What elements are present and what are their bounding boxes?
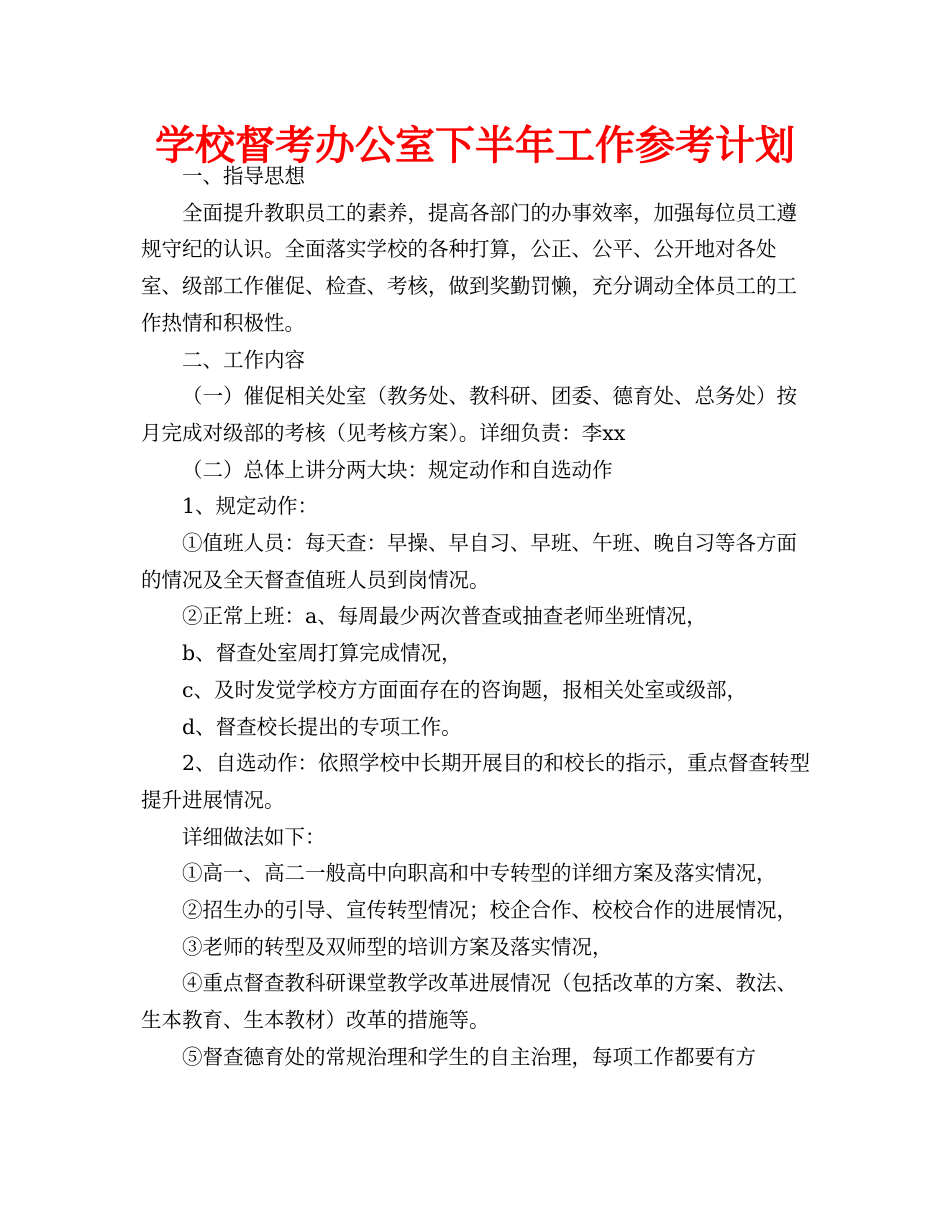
paragraph-guiding-ideology: 全面提升教职员工的素养，提高各部门的办事效率，加强每位员工遵规守纪的认识。全面落实学校的各种打算，公正、公平、公开地对各处室、级部工作催促、检查、考核，做到奖勤罚懒，充分调动全体员工的工作热情和积极性。 (141, 200, 797, 335)
paragraph-method-3: ③老师的转型及双师型的培训方案及落实情况， (182, 934, 613, 959)
document-title: 学校督考办公室下半年工作参考计划 (155, 123, 795, 169)
paragraph-method-2: ②招生办的引导、宣传转型情况；校企合作、校校合作的进展情况， (182, 898, 797, 923)
paragraph-method-1: ①高一、高二一般高中向职高和中专转型的详细方案及落实情况， (182, 861, 777, 886)
paragraph-normal-work-b: b、督查处室周打算完成情况， (182, 641, 462, 666)
paragraph-method-5: ⑤督查德育处的常规治理和学生的自主治理，每项工作都要有方 (182, 1044, 756, 1069)
paragraph-item-two: （二）总体上讲分两大块：规定动作和自选动作 (182, 457, 613, 482)
paragraph-normal-work-c: c、及时发觉学校方方面面存在的咨询题，报相关处室或级部， (182, 677, 747, 702)
paragraph-normal-work-d: d、督查校长提出的专项工作。 (182, 714, 462, 739)
paragraph-duty-staff: ①值班人员：每天查：早操、早自习、早班、午班、晚自习等各方面的情况及全天督查值班人员到岗情况。 (141, 531, 797, 592)
paragraph-prescribed-actions: 1、规定动作： (182, 494, 319, 519)
paragraph-optional-actions: 2、自选动作：依照学校中长期开展目的和校长的指示，重点督查转型提升进展情况。 (141, 751, 811, 812)
paragraph-method-4: ④重点督查教科研课堂教学改革进展情况（包括改革的方案、教法、生本教育、生本教材）改革的措施等。 (141, 971, 797, 1033)
document-body (141, 158, 811, 1076)
paragraph-detailed-methods: 详细做法如下： (182, 824, 326, 849)
paragraph-item-one: （一）催促相关处室（教务处、教科研、团委、德育处、总务处）按月完成对级部的考核（见考核方案）。详细负责：李xx (141, 384, 797, 445)
section-heading-work-content: 二、工作内容 (182, 347, 305, 372)
paragraph-normal-work-a: ②正常上班：a、每周最少两次普查或抽查老师坐班情况， (182, 604, 707, 629)
section-heading-guiding-ideology: 一、指导思想 (182, 164, 305, 188)
